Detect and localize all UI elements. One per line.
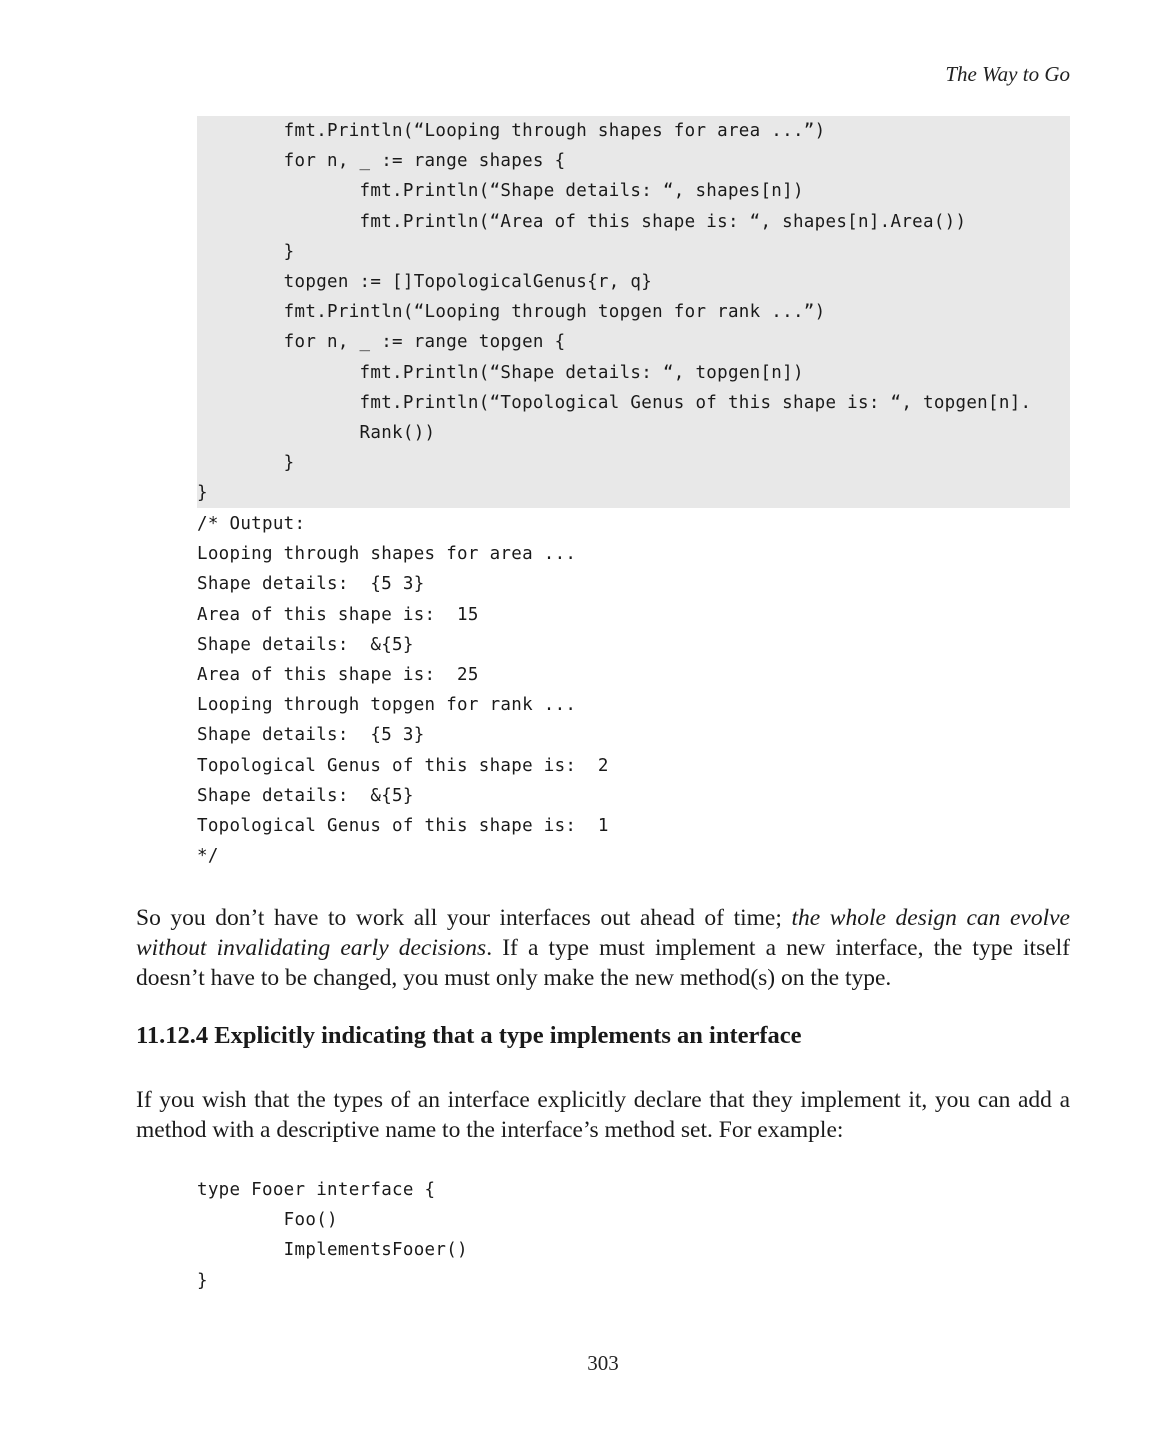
body-paragraph-design <box>136 903 1070 993</box>
code-line: fmt.Println(“Shape details: “, shapes[n]) <box>197 181 804 202</box>
code-line: fmt.Println(“Looping through shapes for area ...”) <box>197 121 826 141</box>
code-line: } <box>197 241 295 262</box>
output-line: Area of this shape is: 25 <box>197 664 479 685</box>
paragraph-text: So you don’t have to work all your interfaces out ahead of time; <box>136 905 792 931</box>
section-heading: 11.12.4 Explicitly indicating that a type implements an interface <box>136 1022 802 1049</box>
output-line: /* Output: <box>197 514 306 534</box>
code-line: fmt.Println(“Looping through topgen for rank ...”) <box>197 302 826 323</box>
code-line: fmt.Println(“Area of this shape is: “, shapes[n].Area()) <box>197 211 967 232</box>
code-line: for n, _ := range topgen { <box>197 332 566 353</box>
code-line: } <box>197 483 208 504</box>
output-line: Looping through topgen for rank ... <box>197 695 577 716</box>
code-line: Foo() <box>197 1210 338 1231</box>
code-line: } <box>197 453 295 474</box>
output-line: Shape details: &{5} <box>197 634 414 655</box>
body-paragraph-explicit: If you wish that the types of an interface explicitly declare that they implement it, you can add a method with a descriptive name to the interface’s method set. For example: <box>136 1087 1070 1143</box>
output-line: Topological Genus of this shape is: 1 <box>197 815 609 836</box>
code-block-output <box>197 509 1070 871</box>
code-line: ImplementsFooer() <box>197 1240 468 1261</box>
paragraph-emphasis: the whole design can evolve without invalidating early decisions <box>136 905 1070 961</box>
paragraph-text: . If a type must implement a new interface, the type itself doesn’t have to be changed, you must only make the new method(s) on the type. <box>136 935 1071 991</box>
code-line: fmt.Println(“Topological Genus of this shape is: “, topgen[n]. <box>197 392 1032 413</box>
output-line: Shape details: {5 3} <box>197 725 425 746</box>
output-line: Area of this shape is: 15 <box>197 604 479 625</box>
output-line: Shape details: &{5} <box>197 785 414 806</box>
output-line: Looping through shapes for area ... <box>197 544 577 565</box>
code-line: Rank()) <box>197 422 436 443</box>
output-line: Shape details: {5 3} <box>197 574 425 595</box>
code-line: for n, _ := range shapes { <box>197 151 566 172</box>
output-line: Topological Genus of this shape is: 2 <box>197 755 609 776</box>
code-line: fmt.Println(“Shape details: “, topgen[n]) <box>197 362 804 383</box>
running-header: The Way to Go <box>945 62 1070 86</box>
code-line: topgen := []TopologicalGenus{r, q} <box>197 271 653 292</box>
code-block-fooer <box>197 1175 1070 1296</box>
code-line: type Fooer interface { <box>197 1180 436 1200</box>
code-line: } <box>197 1270 208 1291</box>
code-block-main <box>197 116 1070 508</box>
page-number: 303 <box>587 1351 619 1375</box>
output-line: */ <box>197 846 219 867</box>
